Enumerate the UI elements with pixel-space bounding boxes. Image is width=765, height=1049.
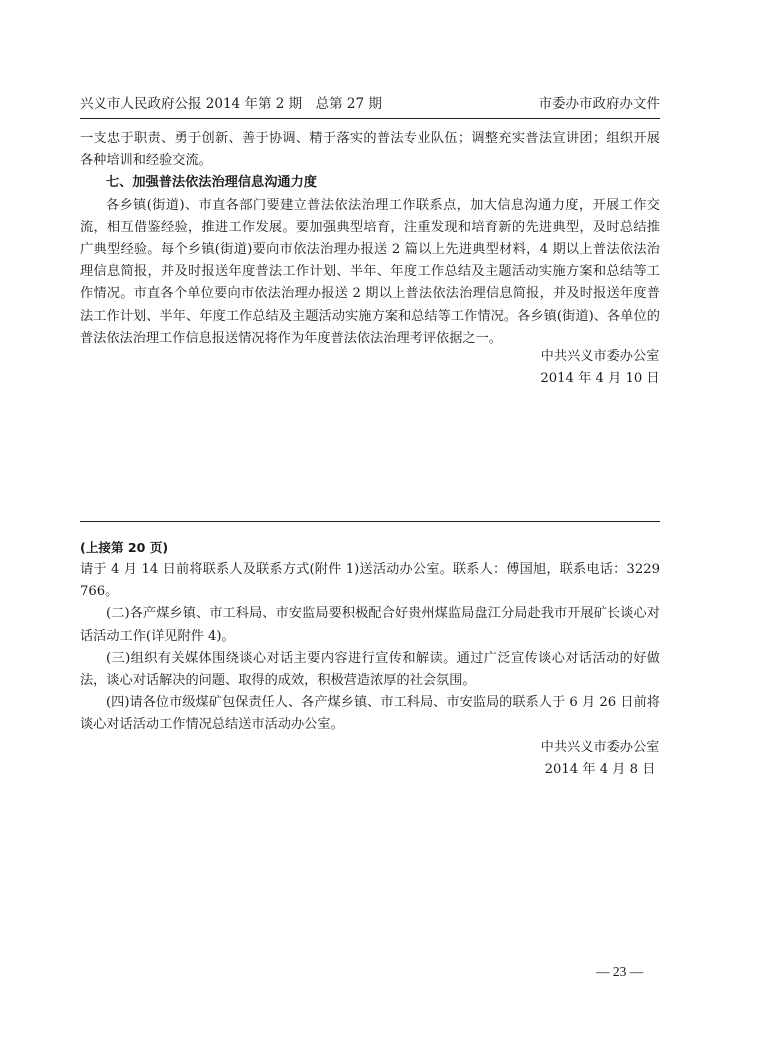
- page-header: [80, 96, 660, 112]
- signature-org: 中共兴义市委办公室: [540, 740, 660, 755]
- header-divider: [80, 118, 660, 119]
- signature-org: 中共兴义市委办公室: [540, 349, 660, 364]
- signature-date: 2014 年 4 月 10 日: [540, 371, 660, 387]
- section-heading: 七、加强普法依法治理信息沟通力度: [106, 175, 317, 191]
- paragraph-2: (二)各产煤乡镇、市工科局、市安监局要积极配合好贵州煤监局盘江分局赴我市开展矿长谈心对话活动工作(详见附件 4)。: [80, 606, 660, 644]
- signature-block-bottom: [520, 737, 680, 781]
- signature-date: 2014 年 4 月 8 日: [544, 762, 656, 778]
- signature-block-top: [520, 346, 680, 390]
- paragraph-3: (三)组织有关媒体围绕谈心对话主要内容进行宣传和解读。通过广泛宣传谈心对话活动的好做法，谈心对话解决的问题、取得的成效，积极营造浓厚的社会氛围。: [80, 650, 660, 689]
- document-category: 市委办市政府办文件: [538, 96, 660, 112]
- top-section: [80, 128, 660, 350]
- paragraph-4: (四)请各位市级煤矿包保责任人、各产煤乡镇、市工科局、市安监局的联系人于 6 月 26 日前将谈心对话活动工作情况总结送市活动办公室。: [80, 695, 660, 733]
- continuation-paragraph: 一支忠于职责、勇于创新、善于协调、精于落实的普法专业队伍；调整充实普法宣讲团；组织开展各种培训和经验交流。: [80, 131, 660, 169]
- bottom-section: [80, 537, 660, 737]
- continued-from-label: (上接第 20 页): [80, 540, 169, 555]
- article-divider: [80, 521, 660, 522]
- paragraph-1: 请于 4 月 14 日前将联系人及联系方式(附件 1)送活动办公室。联系人：傅国旭，联系电话：3229766。: [80, 562, 660, 600]
- page-number: — 23 —: [596, 964, 644, 979]
- section-body-paragraph: 各乡镇(街道)、市直各部门要建立普法依法治理工作联系点，加大信息沟通力度，开展工作交流，相互借鉴经验，推进工作发展。要加强典型培育，注重发现和培育新的先进典型，及时总结推广典型经验。每个乡镇(街道)要向市依法治理办报送 2 篇以上先进典型材料，4 期以上普法依法治理信息简报，并及时报送年度普法工作计划、半年、年度工作总结及主题活动实施方案和总结等工作情况。市直各个单位要向市依法治理办报送 2 期以上普法依法治理信息简报，并及时报送年度普法工作计划、半年、年度工作总结及主题活动实施方案和总结等工作情况。各乡镇(街道)、各单位的普法依法治理工作信息报送情况将作为年度普法依法治理考评依据之一。: [80, 197, 660, 346]
- publication-title: 兴义市人民政府公报 2014 年第 2 期 总第 27 期: [80, 96, 382, 112]
